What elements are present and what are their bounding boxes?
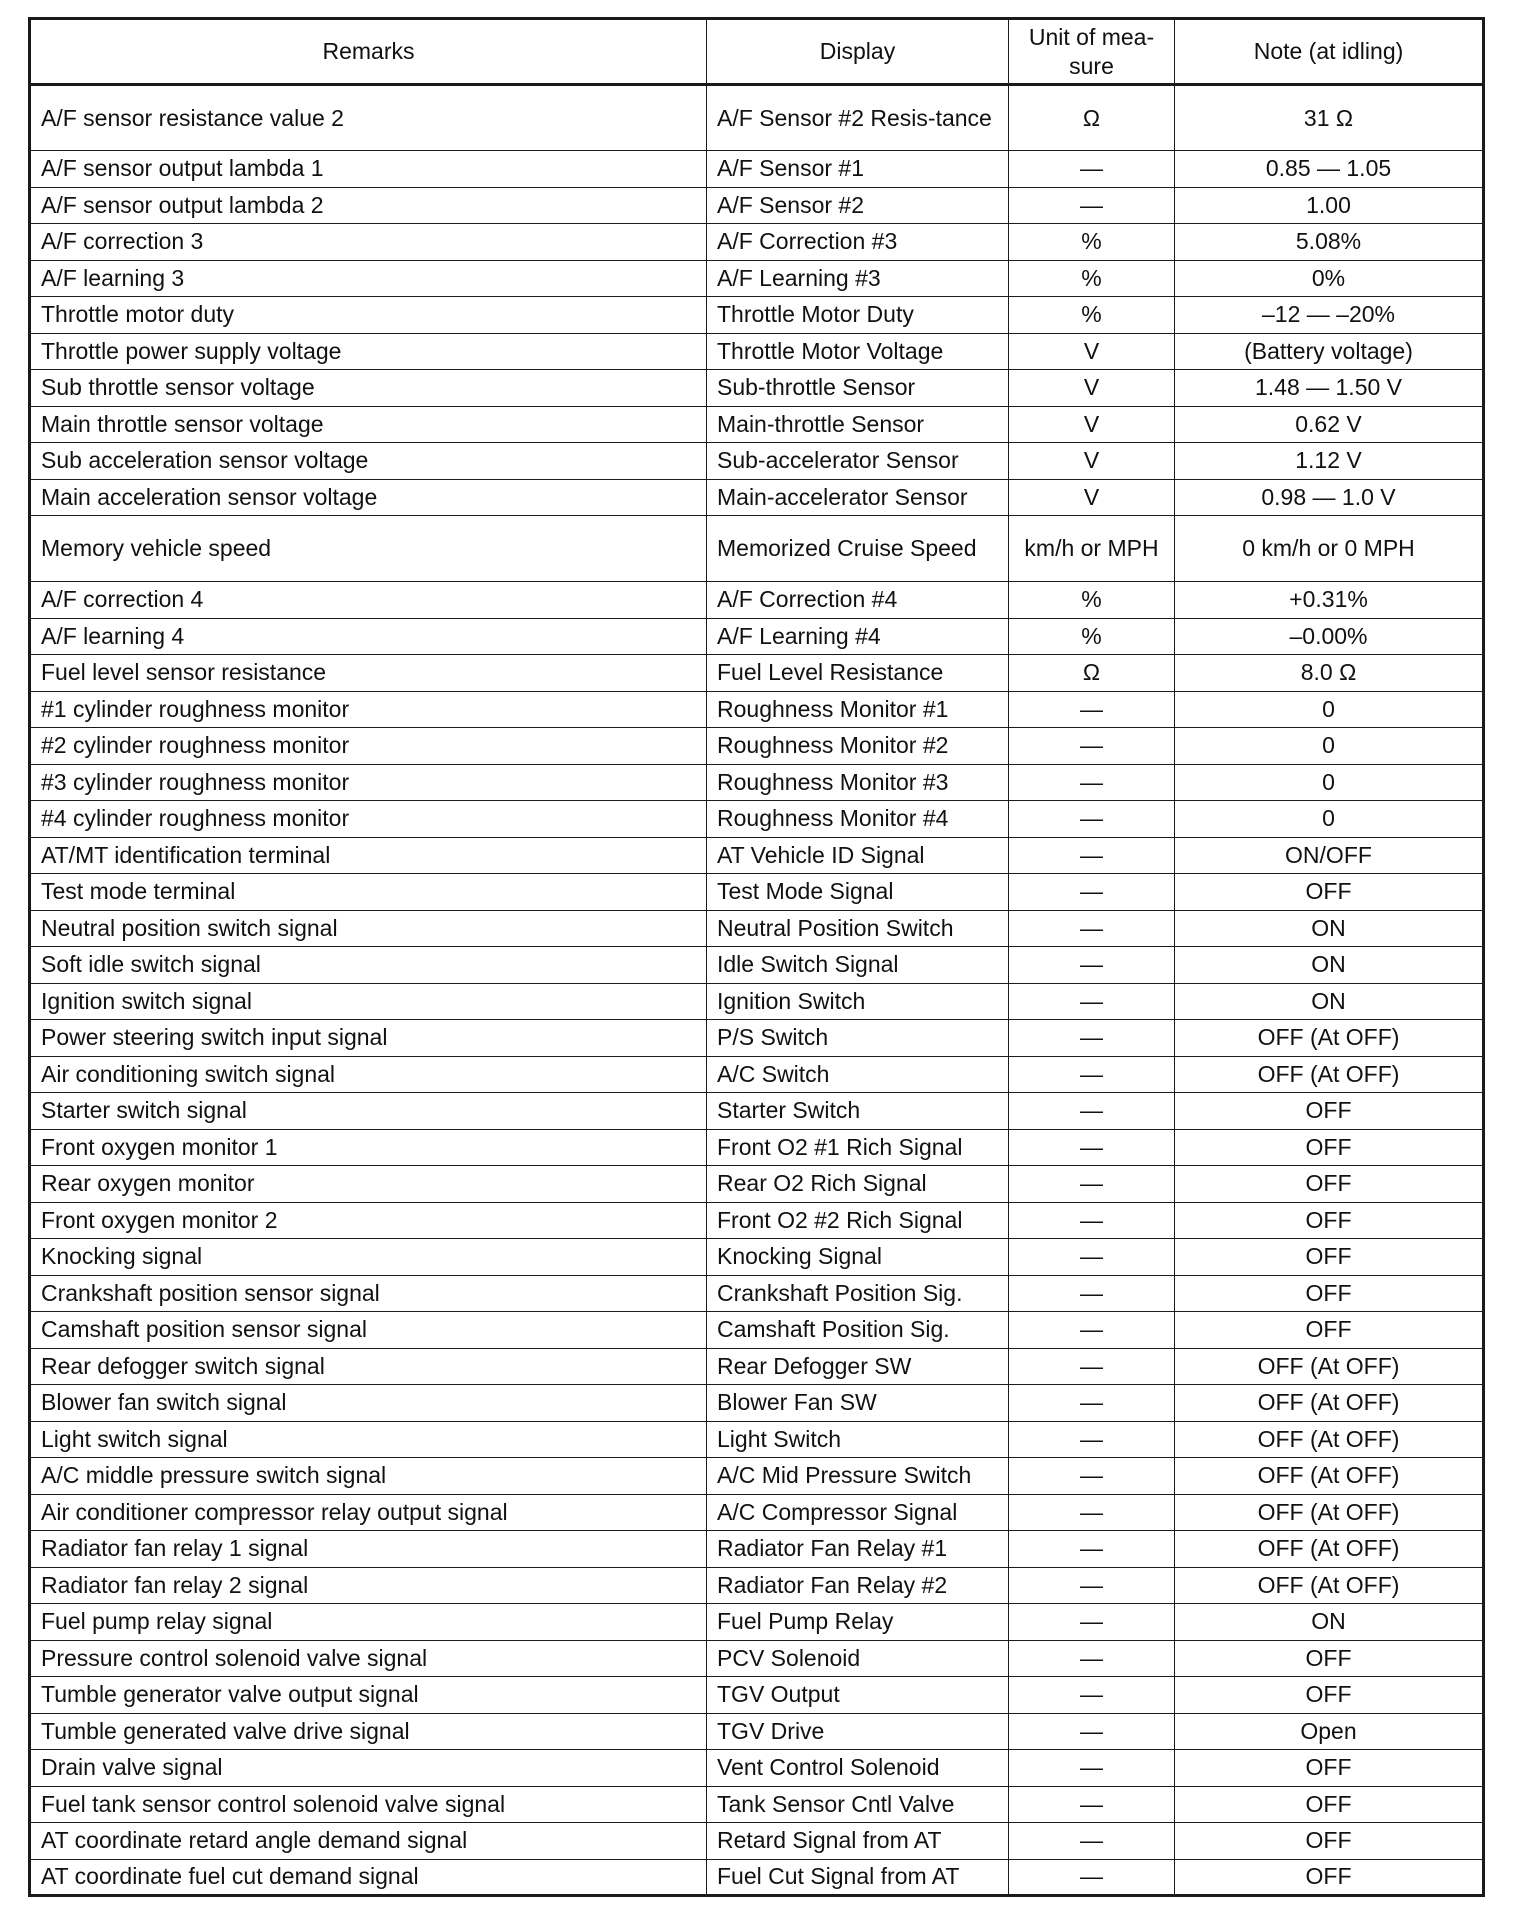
cell-note: 0.85 — 1.05 <box>1175 151 1484 188</box>
cell-note: (Battery voltage) <box>1175 333 1484 370</box>
cell-display: P/S Switch <box>707 1020 1009 1057</box>
cell-display: A/F Correction #3 <box>707 224 1009 261</box>
cell-note: OFF (At OFF) <box>1175 1385 1484 1422</box>
cell-remarks: A/F learning 3 <box>30 260 707 297</box>
cell-display: Throttle Motor Duty <box>707 297 1009 334</box>
cell-display: Crankshaft Position Sig. <box>707 1275 1009 1312</box>
cell-remarks: Air conditioning switch signal <box>30 1056 707 1093</box>
cell-display: Front O2 #2 Rich Signal <box>707 1202 1009 1239</box>
cell-note: 31 Ω <box>1175 85 1484 151</box>
cell-display: Fuel Cut Signal from AT <box>707 1859 1009 1896</box>
cell-note: 0 <box>1175 801 1484 838</box>
table-row <box>30 983 1484 1020</box>
cell-note: OFF <box>1175 1202 1484 1239</box>
cell-remarks: Throttle motor duty <box>30 297 707 334</box>
table-row <box>30 1750 1484 1787</box>
cell-remarks: Throttle power supply voltage <box>30 333 707 370</box>
table-row <box>30 224 1484 261</box>
cell-note: Open <box>1175 1713 1484 1750</box>
table-row <box>30 1713 1484 1750</box>
cell-display: Tank Sensor Cntl Valve <box>707 1786 1009 1823</box>
cell-display: Throttle Motor Voltage <box>707 333 1009 370</box>
cell-note: 1.12 V <box>1175 443 1484 480</box>
cell-note: ON <box>1175 910 1484 947</box>
cell-remarks: A/F correction 3 <box>30 224 707 261</box>
cell-remarks: Fuel level sensor resistance <box>30 655 707 692</box>
cell-display: Ignition Switch <box>707 983 1009 1020</box>
table-row <box>30 187 1484 224</box>
table-row <box>30 728 1484 765</box>
cell-note: ON <box>1175 947 1484 984</box>
cell-unit: — <box>1009 1750 1175 1787</box>
cell-display: A/C Compressor Signal <box>707 1494 1009 1531</box>
cell-remarks: Neutral position switch signal <box>30 910 707 947</box>
table-row <box>30 370 1484 407</box>
table-row <box>30 691 1484 728</box>
cell-unit: — <box>1009 1020 1175 1057</box>
cell-display: Retard Signal from AT <box>707 1823 1009 1860</box>
table-row <box>30 1239 1484 1276</box>
cell-display: Test Mode Signal <box>707 874 1009 911</box>
cell-remarks: AT/MT identification terminal <box>30 837 707 874</box>
table-row <box>30 1458 1484 1495</box>
cell-display: Vent Control Solenoid <box>707 1750 1009 1787</box>
table-row <box>30 151 1484 188</box>
table-row <box>30 333 1484 370</box>
cell-remarks: Blower fan switch signal <box>30 1385 707 1422</box>
cell-unit: Ω <box>1009 655 1175 692</box>
cell-display: Camshaft Position Sig. <box>707 1312 1009 1349</box>
cell-note: OFF <box>1175 1823 1484 1860</box>
table-header-row <box>30 19 1484 85</box>
cell-display: A/F Correction #4 <box>707 582 1009 619</box>
cell-remarks: Knocking signal <box>30 1239 707 1276</box>
cell-remarks: Fuel tank sensor control solenoid valve signal <box>30 1786 707 1823</box>
cell-unit: — <box>1009 1531 1175 1568</box>
cell-display: TGV Drive <box>707 1713 1009 1750</box>
cell-display: Roughness Monitor #2 <box>707 728 1009 765</box>
table-row <box>30 1129 1484 1166</box>
table-row <box>30 443 1484 480</box>
table-row <box>30 1823 1484 1860</box>
cell-note: OFF (At OFF) <box>1175 1458 1484 1495</box>
cell-note: 8.0 Ω <box>1175 655 1484 692</box>
header-note: Note (at idling) <box>1175 19 1484 85</box>
table-row <box>30 260 1484 297</box>
cell-display: Rear Defogger SW <box>707 1348 1009 1385</box>
cell-unit: — <box>1009 1713 1175 1750</box>
cell-display: Roughness Monitor #4 <box>707 801 1009 838</box>
cell-remarks: Main throttle sensor voltage <box>30 406 707 443</box>
cell-unit: V <box>1009 406 1175 443</box>
cell-display: Fuel Pump Relay <box>707 1604 1009 1641</box>
cell-unit: — <box>1009 187 1175 224</box>
cell-note: OFF <box>1175 1312 1484 1349</box>
cell-note: OFF (At OFF) <box>1175 1494 1484 1531</box>
table-body <box>30 85 1484 1896</box>
header-display: Display <box>707 19 1009 85</box>
cell-unit: — <box>1009 1604 1175 1641</box>
cell-note: OFF <box>1175 874 1484 911</box>
cell-unit: — <box>1009 728 1175 765</box>
cell-unit: — <box>1009 1640 1175 1677</box>
table-row <box>30 910 1484 947</box>
cell-remarks: Rear defogger switch signal <box>30 1348 707 1385</box>
cell-display: Sub-accelerator Sensor <box>707 443 1009 480</box>
cell-note: OFF <box>1175 1750 1484 1787</box>
cell-note: ON/OFF <box>1175 837 1484 874</box>
table-row <box>30 1494 1484 1531</box>
cell-remarks: Camshaft position sensor signal <box>30 1312 707 1349</box>
cell-note: 0 <box>1175 728 1484 765</box>
table-row <box>30 1531 1484 1568</box>
cell-note: 0 km/h or 0 MPH <box>1175 516 1484 582</box>
table-row <box>30 582 1484 619</box>
table-row <box>30 1202 1484 1239</box>
cell-display: A/F Sensor #1 <box>707 151 1009 188</box>
cell-unit: — <box>1009 1421 1175 1458</box>
table-row <box>30 1348 1484 1385</box>
table-row <box>30 1056 1484 1093</box>
cell-unit: — <box>1009 1348 1175 1385</box>
cell-note: OFF <box>1175 1640 1484 1677</box>
cell-unit: V <box>1009 479 1175 516</box>
cell-unit: — <box>1009 983 1175 1020</box>
cell-display: A/F Sensor #2 Resis-tance <box>707 85 1009 151</box>
cell-display: A/F Learning #3 <box>707 260 1009 297</box>
cell-remarks: #4 cylinder roughness monitor <box>30 801 707 838</box>
cell-display: A/F Sensor #2 <box>707 187 1009 224</box>
cell-unit: Ω <box>1009 85 1175 151</box>
table-row <box>30 1312 1484 1349</box>
cell-unit: — <box>1009 1859 1175 1896</box>
cell-note: OFF <box>1175 1677 1484 1714</box>
cell-unit: — <box>1009 1239 1175 1276</box>
cell-note: OFF (At OFF) <box>1175 1531 1484 1568</box>
cell-note: OFF <box>1175 1239 1484 1276</box>
table-row <box>30 479 1484 516</box>
cell-display: Radiator Fan Relay #2 <box>707 1567 1009 1604</box>
cell-note: OFF <box>1175 1859 1484 1896</box>
cell-unit: — <box>1009 1677 1175 1714</box>
cell-note: OFF <box>1175 1129 1484 1166</box>
cell-note: 0% <box>1175 260 1484 297</box>
cell-unit: — <box>1009 1093 1175 1130</box>
cell-remarks: Crankshaft position sensor signal <box>30 1275 707 1312</box>
table-row <box>30 1677 1484 1714</box>
table-row <box>30 801 1484 838</box>
cell-remarks: A/F sensor resistance value 2 <box>30 85 707 151</box>
cell-remarks: A/F sensor output lambda 1 <box>30 151 707 188</box>
cell-display: Main-throttle Sensor <box>707 406 1009 443</box>
cell-remarks: Fuel pump relay signal <box>30 1604 707 1641</box>
cell-note: –12 — –20% <box>1175 297 1484 334</box>
cell-remarks: Air conditioner compressor relay output signal <box>30 1494 707 1531</box>
cell-unit: — <box>1009 1458 1175 1495</box>
header-remarks: Remarks <box>30 19 707 85</box>
cell-note: OFF (At OFF) <box>1175 1421 1484 1458</box>
cell-unit: % <box>1009 260 1175 297</box>
cell-remarks: Tumble generator valve output signal <box>30 1677 707 1714</box>
cell-display: TGV Output <box>707 1677 1009 1714</box>
table-row <box>30 1093 1484 1130</box>
cell-remarks: Power steering switch input signal <box>30 1020 707 1057</box>
table-row <box>30 764 1484 801</box>
table-row <box>30 1567 1484 1604</box>
cell-unit: — <box>1009 1202 1175 1239</box>
cell-note: OFF (At OFF) <box>1175 1020 1484 1057</box>
cell-unit: % <box>1009 224 1175 261</box>
cell-display: AT Vehicle ID Signal <box>707 837 1009 874</box>
cell-unit: — <box>1009 1312 1175 1349</box>
cell-remarks: A/F learning 4 <box>30 618 707 655</box>
cell-unit: % <box>1009 297 1175 334</box>
cell-note: OFF <box>1175 1786 1484 1823</box>
cell-display: Radiator Fan Relay #1 <box>707 1531 1009 1568</box>
table-row <box>30 1859 1484 1896</box>
cell-note: 0 <box>1175 764 1484 801</box>
cell-note: OFF (At OFF) <box>1175 1056 1484 1093</box>
cell-remarks: Test mode terminal <box>30 874 707 911</box>
cell-display: Rear O2 Rich Signal <box>707 1166 1009 1203</box>
cell-unit: — <box>1009 1275 1175 1312</box>
cell-note: 5.08% <box>1175 224 1484 261</box>
table-row <box>30 1640 1484 1677</box>
table-row <box>30 85 1484 151</box>
cell-unit: — <box>1009 874 1175 911</box>
cell-remarks: A/C middle pressure switch signal <box>30 1458 707 1495</box>
cell-unit: % <box>1009 582 1175 619</box>
cell-display: Roughness Monitor #1 <box>707 691 1009 728</box>
cell-note: ON <box>1175 1604 1484 1641</box>
cell-note: OFF (At OFF) <box>1175 1567 1484 1604</box>
cell-unit: — <box>1009 691 1175 728</box>
cell-unit: — <box>1009 764 1175 801</box>
cell-display: Roughness Monitor #3 <box>707 764 1009 801</box>
table-row <box>30 1604 1484 1641</box>
cell-display: Blower Fan SW <box>707 1385 1009 1422</box>
cell-remarks: Light switch signal <box>30 1421 707 1458</box>
cell-remarks: Memory vehicle speed <box>30 516 707 582</box>
cell-display: Knocking Signal <box>707 1239 1009 1276</box>
cell-unit: — <box>1009 801 1175 838</box>
cell-display: Sub-throttle Sensor <box>707 370 1009 407</box>
cell-unit: — <box>1009 947 1175 984</box>
cell-display: Main-accelerator Sensor <box>707 479 1009 516</box>
cell-remarks: AT coordinate fuel cut demand signal <box>30 1859 707 1896</box>
cell-unit: V <box>1009 370 1175 407</box>
cell-note: 0 <box>1175 691 1484 728</box>
cell-remarks: Sub throttle sensor voltage <box>30 370 707 407</box>
cell-display: Memorized Cruise Speed <box>707 516 1009 582</box>
cell-unit: — <box>1009 910 1175 947</box>
cell-remarks: Front oxygen monitor 2 <box>30 1202 707 1239</box>
cell-unit: V <box>1009 443 1175 480</box>
cell-remarks: Starter switch signal <box>30 1093 707 1130</box>
cell-note: +0.31% <box>1175 582 1484 619</box>
cell-note: OFF <box>1175 1166 1484 1203</box>
cell-display: A/C Mid Pressure Switch <box>707 1458 1009 1495</box>
table-row <box>30 837 1484 874</box>
cell-remarks: Radiator fan relay 1 signal <box>30 1531 707 1568</box>
table-row <box>30 947 1484 984</box>
cell-unit: — <box>1009 837 1175 874</box>
cell-remarks: Tumble generated valve drive signal <box>30 1713 707 1750</box>
cell-display: Starter Switch <box>707 1093 1009 1130</box>
cell-note: –0.00% <box>1175 618 1484 655</box>
parameter-table <box>28 17 1485 1897</box>
table-row <box>30 874 1484 911</box>
cell-note: 0.98 — 1.0 V <box>1175 479 1484 516</box>
cell-remarks: Main acceleration sensor voltage <box>30 479 707 516</box>
cell-unit: — <box>1009 1385 1175 1422</box>
table-row <box>30 1421 1484 1458</box>
cell-remarks: #3 cylinder roughness monitor <box>30 764 707 801</box>
cell-remarks: Ignition switch signal <box>30 983 707 1020</box>
cell-unit: — <box>1009 1166 1175 1203</box>
cell-remarks: #1 cylinder roughness monitor <box>30 691 707 728</box>
header-unit: Unit of mea-sure <box>1009 19 1175 85</box>
cell-unit: — <box>1009 1056 1175 1093</box>
table-row <box>30 618 1484 655</box>
cell-remarks: Drain valve signal <box>30 1750 707 1787</box>
cell-unit: — <box>1009 1567 1175 1604</box>
table-row <box>30 297 1484 334</box>
table-row <box>30 516 1484 582</box>
cell-display: Idle Switch Signal <box>707 947 1009 984</box>
cell-note: ON <box>1175 983 1484 1020</box>
cell-remarks: AT coordinate retard angle demand signal <box>30 1823 707 1860</box>
cell-unit: km/h or MPH <box>1009 516 1175 582</box>
cell-display: PCV Solenoid <box>707 1640 1009 1677</box>
table-row <box>30 406 1484 443</box>
table-row <box>30 655 1484 692</box>
cell-note: 1.00 <box>1175 187 1484 224</box>
cell-remarks: Front oxygen monitor 1 <box>30 1129 707 1166</box>
table-row <box>30 1786 1484 1823</box>
cell-remarks: A/F sensor output lambda 2 <box>30 187 707 224</box>
cell-remarks: A/F correction 4 <box>30 582 707 619</box>
cell-unit: — <box>1009 151 1175 188</box>
table-row <box>30 1385 1484 1422</box>
cell-unit: — <box>1009 1786 1175 1823</box>
cell-unit: — <box>1009 1129 1175 1166</box>
cell-remarks: Rear oxygen monitor <box>30 1166 707 1203</box>
cell-display: A/C Switch <box>707 1056 1009 1093</box>
cell-display: Front O2 #1 Rich Signal <box>707 1129 1009 1166</box>
cell-remarks: Pressure control solenoid valve signal <box>30 1640 707 1677</box>
cell-remarks: Sub acceleration sensor voltage <box>30 443 707 480</box>
cell-unit: % <box>1009 618 1175 655</box>
table-row <box>30 1020 1484 1057</box>
table-row <box>30 1275 1484 1312</box>
cell-unit: V <box>1009 333 1175 370</box>
cell-remarks: Radiator fan relay 2 signal <box>30 1567 707 1604</box>
cell-unit: — <box>1009 1494 1175 1531</box>
cell-note: OFF (At OFF) <box>1175 1348 1484 1385</box>
cell-display: Neutral Position Switch <box>707 910 1009 947</box>
cell-note: OFF <box>1175 1275 1484 1312</box>
cell-note: 1.48 — 1.50 V <box>1175 370 1484 407</box>
cell-remarks: Soft idle switch signal <box>30 947 707 984</box>
cell-note: OFF <box>1175 1093 1484 1130</box>
cell-unit: — <box>1009 1823 1175 1860</box>
cell-display: Light Switch <box>707 1421 1009 1458</box>
table-row <box>30 1166 1484 1203</box>
cell-note: 0.62 V <box>1175 406 1484 443</box>
document-page <box>28 17 1482 1890</box>
cell-remarks: #2 cylinder roughness monitor <box>30 728 707 765</box>
cell-display: A/F Learning #4 <box>707 618 1009 655</box>
cell-display: Fuel Level Resistance <box>707 655 1009 692</box>
